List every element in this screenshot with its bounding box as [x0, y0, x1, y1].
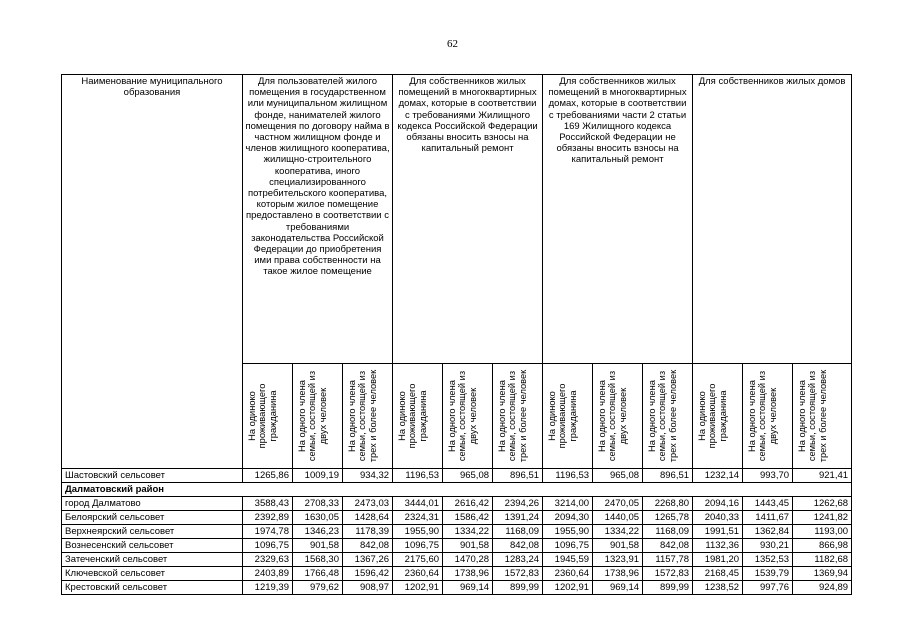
sub-header-single — [543, 364, 593, 469]
header-group-tenants: Для пользователей жилого помещения в государственном или муниципальном жилищном фонде, нанимателей жилого помещения по договору найма в частном жилищном фонде и членов жилищного кооператива, жилищно-строительного кооператива, иного специализированного потребительского кооператива, которым жилое помещение предоставлено в соответствии с требованиями законодательства Российской Федерации до приобретения ими права собственности на такое жилое помещение — [243, 75, 393, 364]
value-cell: 1346,23 — [293, 525, 343, 539]
sub-header-two-person — [743, 364, 793, 469]
value-cell: 1572,83 — [493, 567, 543, 581]
municipality-name: Вознесенский сельсовет — [62, 539, 243, 553]
value-cell: 993,70 — [743, 469, 793, 483]
value-cell: 924,89 — [793, 581, 852, 595]
value-cell: 1738,96 — [443, 567, 493, 581]
value-cell: 1193,00 — [793, 525, 852, 539]
value-cell: 3444,01 — [393, 497, 443, 511]
value-cell: 1443,45 — [743, 497, 793, 511]
value-cell: 901,58 — [443, 539, 493, 553]
sub-header-single — [393, 364, 443, 469]
value-cell: 901,58 — [593, 539, 643, 553]
value-cell: 930,21 — [743, 539, 793, 553]
value-cell: 896,51 — [643, 469, 693, 483]
value-cell: 1009,19 — [293, 469, 343, 483]
value-cell: 1955,90 — [543, 525, 593, 539]
value-cell: 1945,59 — [543, 553, 593, 567]
value-cell: 1168,09 — [493, 525, 543, 539]
value-cell: 1232,14 — [693, 469, 743, 483]
value-cell: 2470,05 — [593, 497, 643, 511]
sub-header-three-plus — [643, 364, 693, 469]
value-cell: 1334,22 — [593, 525, 643, 539]
value-cell: 1738,96 — [593, 567, 643, 581]
value-cell: 1283,24 — [493, 553, 543, 567]
value-cell: 1369,94 — [793, 567, 852, 581]
municipality-name: Верхнеярский сельсовет — [62, 525, 243, 539]
value-cell: 921,41 — [793, 469, 852, 483]
header-group-owners-no-capital-repair: Для собственников жилых помещений в многоквартирных домах, которые в соответствии с требованиями части 2 статьи 169 Жилищного кодекса Российской Федерации не обязаны вносить взносы на капитальный ремонт — [543, 75, 693, 364]
value-cell: 2324,31 — [393, 511, 443, 525]
municipality-name: Крестовский сельсовет — [62, 581, 243, 595]
value-cell: 997,76 — [743, 581, 793, 595]
table-row — [62, 525, 852, 539]
value-cell: 1630,05 — [293, 511, 343, 525]
sub-header-two-person — [293, 364, 343, 469]
value-cell: 2403,89 — [243, 567, 293, 581]
value-cell: 2394,26 — [493, 497, 543, 511]
value-cell: 1539,79 — [743, 567, 793, 581]
municipality-name: Затеченский сельсовет — [62, 553, 243, 567]
sub-header-two-person — [593, 364, 643, 469]
value-cell: 866,98 — [793, 539, 852, 553]
value-cell: 2392,89 — [243, 511, 293, 525]
value-cell: 2175,60 — [393, 553, 443, 567]
value-cell: 1568,30 — [293, 553, 343, 567]
value-cell: 2094,16 — [693, 497, 743, 511]
value-cell: 1241,82 — [793, 511, 852, 525]
sub-header-two-person — [443, 364, 493, 469]
table-row — [62, 553, 852, 567]
table-row — [62, 511, 852, 525]
value-cell: 3214,00 — [543, 497, 593, 511]
value-cell: 979,62 — [293, 581, 343, 595]
value-cell: 1440,05 — [593, 511, 643, 525]
sub-header-single-text: На одиноко проживающего гражданина — [547, 383, 578, 449]
value-cell: 1428,64 — [343, 511, 393, 525]
sub-header-two-person-text: На одного члена семьи, состоящей из двух человек — [297, 370, 328, 462]
table-row — [62, 497, 852, 511]
value-cell: 1334,22 — [443, 525, 493, 539]
value-cell: 1974,78 — [243, 525, 293, 539]
value-cell: 1991,51 — [693, 525, 743, 539]
value-cell: 1323,91 — [593, 553, 643, 567]
table-row — [62, 567, 852, 581]
sub-header-three-plus-text: На одного члена семьи, состоящей из трех и более человек — [797, 369, 828, 463]
value-cell: 2473,03 — [343, 497, 393, 511]
value-cell: 969,14 — [443, 581, 493, 595]
value-cell: 2329,63 — [243, 553, 293, 567]
value-cell: 2040,33 — [693, 511, 743, 525]
value-cell: 1132,36 — [693, 539, 743, 553]
value-cell: 965,08 — [443, 469, 493, 483]
page-number: 62 — [447, 38, 458, 50]
value-cell: 1096,75 — [543, 539, 593, 553]
value-cell: 1367,26 — [343, 553, 393, 567]
value-cell: 1265,86 — [243, 469, 293, 483]
value-cell: 2094,30 — [543, 511, 593, 525]
value-cell: 1362,84 — [743, 525, 793, 539]
value-cell: 3588,43 — [243, 497, 293, 511]
header-group-house-owners: Для собственников жилых домов — [693, 75, 852, 364]
sub-header-three-plus — [343, 364, 393, 469]
district-name: Далматовский район — [62, 483, 852, 497]
value-cell: 2168,45 — [693, 567, 743, 581]
value-cell: 1470,28 — [443, 553, 493, 567]
value-cell: 969,14 — [593, 581, 643, 595]
municipality-name: Белоярский сельсовет — [62, 511, 243, 525]
value-cell: 899,99 — [643, 581, 693, 595]
value-cell: 1202,91 — [393, 581, 443, 595]
municipality-name: Ключевской сельсовет — [62, 567, 243, 581]
sub-header-single — [693, 364, 743, 469]
value-cell: 1196,53 — [393, 469, 443, 483]
value-cell: 1596,42 — [343, 567, 393, 581]
value-cell: 1586,42 — [443, 511, 493, 525]
value-cell: 1196,53 — [543, 469, 593, 483]
sub-header-two-person-text: На одного члена семьи, состоящей из двух человек — [597, 370, 628, 462]
value-cell: 2616,42 — [443, 497, 493, 511]
table-row — [62, 581, 852, 595]
sub-header-single — [243, 364, 293, 469]
tariff-table — [61, 74, 852, 595]
header-municipality: Наименование муниципального образования — [62, 75, 243, 469]
value-cell: 1178,39 — [343, 525, 393, 539]
value-cell: 2268,80 — [643, 497, 693, 511]
sub-header-three-plus — [493, 364, 543, 469]
sub-header-two-person-text: На одного члена семьи, состоящей из двух человек — [447, 370, 478, 462]
value-cell: 908,97 — [343, 581, 393, 595]
value-cell: 1096,75 — [243, 539, 293, 553]
value-cell: 2708,33 — [293, 497, 343, 511]
value-cell: 1096,75 — [393, 539, 443, 553]
value-cell: 1411,67 — [743, 511, 793, 525]
sub-header-two-person-text: На одного члена семьи, состоящей из двух человек — [747, 370, 778, 462]
value-cell: 1202,91 — [543, 581, 593, 595]
value-cell: 1219,39 — [243, 581, 293, 595]
value-cell: 1391,24 — [493, 511, 543, 525]
value-cell: 842,08 — [643, 539, 693, 553]
value-cell: 2360,64 — [393, 567, 443, 581]
value-cell: 934,32 — [343, 469, 393, 483]
value-cell: 1352,53 — [743, 553, 793, 567]
value-cell: 1168,09 — [643, 525, 693, 539]
value-cell: 1766,48 — [293, 567, 343, 581]
table-row — [62, 469, 852, 483]
value-cell: 965,08 — [593, 469, 643, 483]
value-cell: 896,51 — [493, 469, 543, 483]
value-cell: 1157,78 — [643, 553, 693, 567]
value-cell: 1981,20 — [693, 553, 743, 567]
sub-header-three-plus-text: На одного члена семьи, состоящей из трех и более человек — [347, 369, 378, 463]
sub-header-three-plus-text: На одного члена семьи, состоящей из трех и более человек — [647, 369, 678, 463]
sub-header-three-plus — [793, 364, 852, 469]
value-cell: 1265,78 — [643, 511, 693, 525]
sub-header-single-text: На одиноко проживающего гражданина — [697, 383, 728, 449]
table-row — [62, 539, 852, 553]
sub-header-three-plus-text: На одного члена семьи, состоящей из трех и более человек — [497, 369, 528, 463]
sub-header-single-text: На одиноко проживающего гражданина — [247, 383, 278, 449]
district-row — [62, 483, 852, 497]
value-cell: 1262,68 — [793, 497, 852, 511]
sub-header-single-text: На одиноко проживающего гражданина — [397, 383, 428, 449]
value-cell: 1572,83 — [643, 567, 693, 581]
header-group-owners-capital-repair: Для собственников жилых помещений в многоквартирных домах, которые в соответствии с требованиями Жилищного кодекса Российской Федерации обязаны вносить взносы на капитальный ремонт — [393, 75, 543, 364]
value-cell: 842,08 — [343, 539, 393, 553]
value-cell: 899,99 — [493, 581, 543, 595]
value-cell: 901,58 — [293, 539, 343, 553]
value-cell: 842,08 — [493, 539, 543, 553]
value-cell: 2360,64 — [543, 567, 593, 581]
municipality-name: Шастовский сельсовет — [62, 469, 243, 483]
municipality-name: город Далматово — [62, 497, 243, 511]
value-cell: 1182,68 — [793, 553, 852, 567]
value-cell: 1955,90 — [393, 525, 443, 539]
value-cell: 1238,52 — [693, 581, 743, 595]
